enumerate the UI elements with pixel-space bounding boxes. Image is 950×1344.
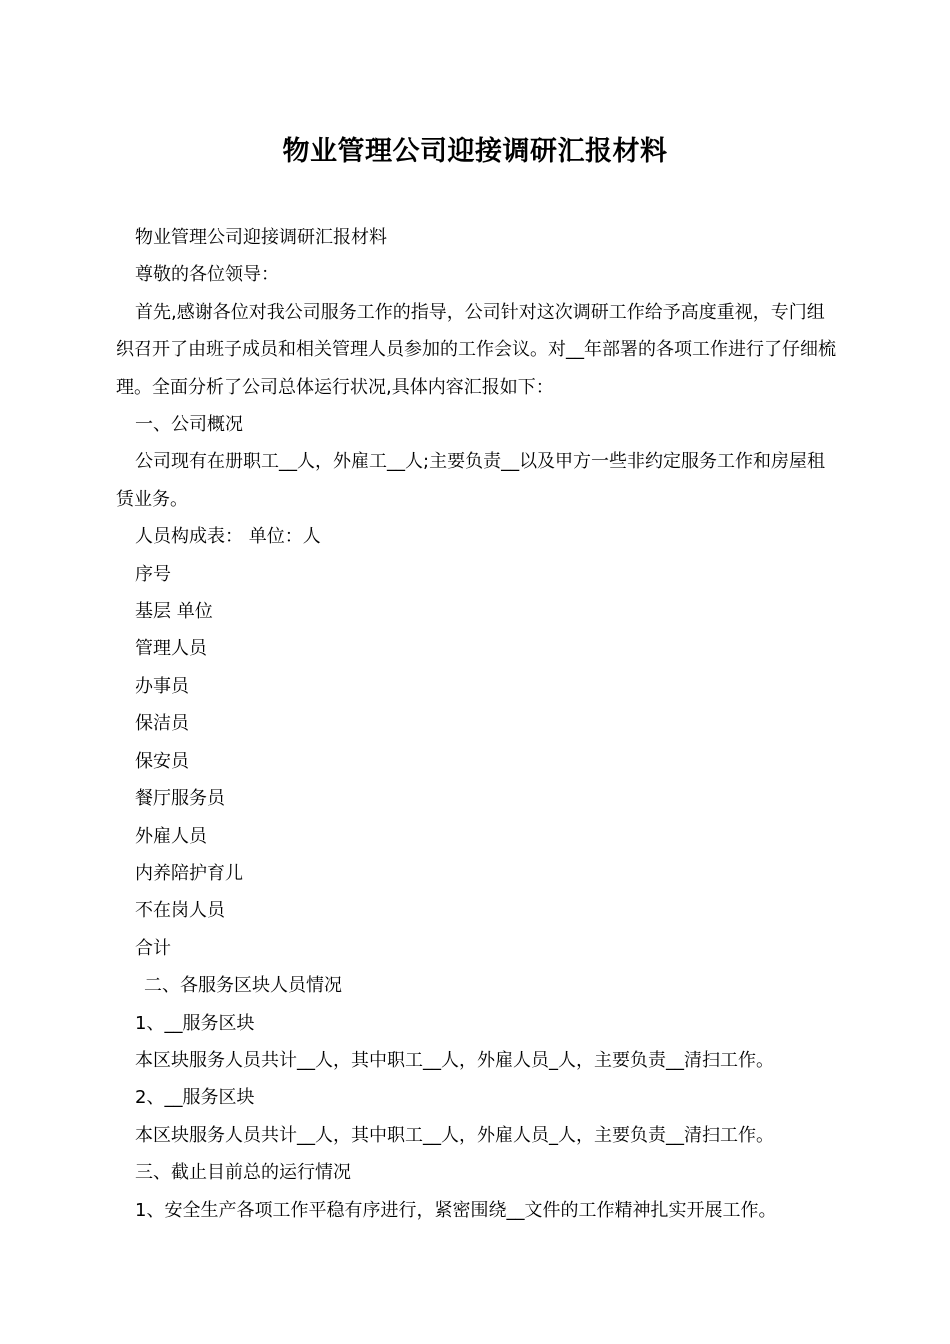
- paragraph-safety-production: 1、安全生产各项工作平稳有序进行，紧密围绕__文件的工作精神扎实开展工作。: [135, 1199, 777, 1221]
- paragraph-service-block-2: 本区块服务人员共计__人，其中职工__人，外雇人员_人，主要负责__清扫工作。: [135, 1124, 774, 1146]
- paragraph-subtitle: 物业管理公司迎接调研汇报材料: [135, 227, 387, 248]
- table-header-serial-number: 序号: [135, 563, 171, 585]
- table-row-clerks: 办事员: [135, 675, 189, 697]
- document-body: [116, 219, 836, 1229]
- table-row-restaurant-staff: 餐厅服务员: [135, 788, 225, 810]
- table-row-management-staff: 管理人员: [135, 638, 207, 660]
- table-row-external-hires: 外雇人员: [135, 825, 207, 847]
- section-heading-service-blocks: 二、各服务区块人员情况: [144, 975, 342, 997]
- paragraph-service-block-1: 本区块服务人员共计__人，其中职工__人，外雇人员_人，主要负责__清扫工作。: [135, 1049, 774, 1071]
- table-row-internal-care: 内养陪护育儿: [135, 862, 243, 884]
- paragraph-staff-summary: 公司现有在册职工__人，外雇工__人;主要负责__以及甲方一些非约定服务工作和房屋租赁业务。: [116, 451, 826, 510]
- section-heading-operation-status: 三、截止目前总的运行情况: [135, 1162, 351, 1184]
- section-heading-company-overview: 一、公司概况: [135, 414, 243, 436]
- paragraph-salutation: 尊敬的各位领导：: [135, 264, 279, 286]
- paragraph-staff-table-caption: 人员构成表： 单位：人: [135, 526, 321, 548]
- subheading-service-block-2: 2、__服务区块: [135, 1087, 255, 1109]
- table-header-unit: 基层 单位: [135, 601, 213, 623]
- table-row-off-duty-staff: 不在岗人员: [135, 900, 225, 922]
- table-row-cleaners: 保洁员: [135, 713, 189, 735]
- table-row-total: 合计: [135, 937, 171, 959]
- subheading-service-block-1: 1、__服务区块: [135, 1012, 255, 1034]
- document-title: 物业管理公司迎接调研汇报材料: [282, 136, 668, 167]
- table-row-security-guards: 保安员: [135, 750, 189, 772]
- paragraph-intro: 首先,感谢各位对我公司服务工作的指导，公司针对这次调研工作给予高度重视，专门组织召开了由班子成员和相关管理人员参加的工作会议。对__年部署的各项工作进行了仔细梳理。全面分析了公司总体运行状况,具体内容汇报如下：: [116, 301, 836, 398]
